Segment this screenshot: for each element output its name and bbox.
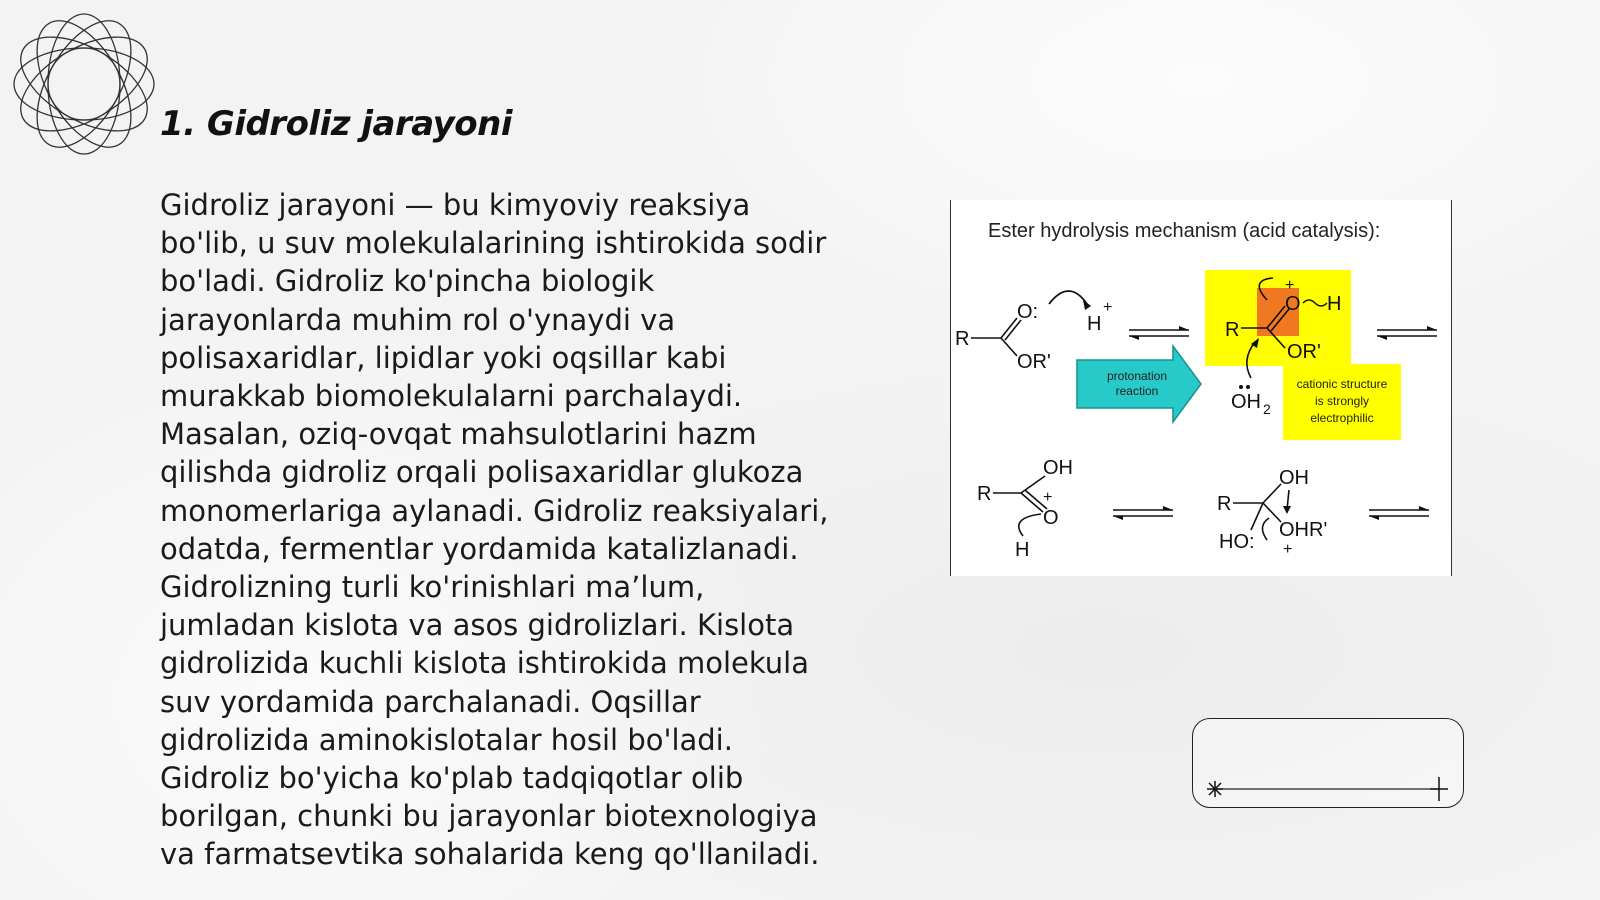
r3-label: R bbox=[977, 483, 992, 505]
arrow-text-line2: reaction bbox=[1115, 384, 1159, 398]
or1-label: OR' bbox=[1017, 351, 1051, 373]
o3-label: O bbox=[1043, 507, 1059, 529]
or2-label: OR' bbox=[1287, 341, 1321, 363]
oh4-label: OH bbox=[1279, 467, 1309, 489]
o2-label: O bbox=[1285, 293, 1301, 315]
decorative-rounded-box bbox=[1192, 718, 1464, 808]
ohr4-label: OHR' bbox=[1279, 519, 1328, 541]
oh3-label: OH bbox=[1043, 457, 1073, 479]
mechanism-diagram bbox=[951, 200, 1451, 576]
slide-title: 1. Gidroliz jarayoni bbox=[160, 104, 513, 144]
sparkle-icon bbox=[1207, 781, 1223, 797]
figure-title: Ester hydrolysis mechanism (acid catalysis): bbox=[988, 220, 1381, 242]
note-line1: cationic structure bbox=[1296, 377, 1388, 391]
h2-label: H bbox=[1327, 293, 1342, 315]
o3-plus: + bbox=[1043, 489, 1053, 506]
ester-hydrolysis-figure bbox=[950, 200, 1452, 576]
oh2-label: OH bbox=[1231, 391, 1261, 413]
note-line3: electrophilic bbox=[1310, 411, 1374, 425]
ho4-label: HO: bbox=[1219, 531, 1255, 553]
note-line2: is strongly bbox=[1314, 394, 1370, 408]
o2-plus: + bbox=[1285, 277, 1295, 294]
h1-plus: + bbox=[1103, 299, 1113, 316]
ohr4-plus: + bbox=[1283, 541, 1293, 558]
slide-body-text: Gidroliz jarayoni — bu kimyoviy reaksiya bo'lib, u suv molekulalarining ishtirokida sodir bo'ladi. Gidroliz ko'pincha biologik jarayonlarda muhim rol o'ynaydi va polisaxaridlar, lipidlar yoki oqsillar kabi murakkab biomolekulalarni parchalaydi. Masalan, oziq-ovqat mahsulotlarini hazm qilishda gidroliz orqali polisaxaridlar glukoza monomerlariga aylanadi. Gidroliz reaksiyalari, odatda, fermentlar yordamida katalizlanadi. Gidrolizning turli ko'rinishlari ma’lum, jumladan kislota va asos gidrolizlari. Kislota gidrolizida kuchli kislota ishtirokida molekula suv yordamida parchalanadi. Oqsillar gidrolizida aminokislotalar hosil bo'ladi. Gidroliz bo'yicha ko'plab tadqiqotlar olib borilgan, chunki bu jarayonlar biotexnologiya va farmatsevtika sohalarida keng qo'llaniladi. bbox=[160, 188, 829, 872]
circular-line-art-logo bbox=[12, 12, 156, 156]
r2-label: R bbox=[1225, 319, 1240, 341]
h3-label: H bbox=[1015, 539, 1030, 561]
o-colon-label: O: bbox=[1017, 301, 1039, 323]
r4-label: R bbox=[1217, 493, 1232, 515]
arrow-text-line1: protonation bbox=[1106, 369, 1168, 383]
h1-label: H bbox=[1087, 313, 1102, 335]
plus-icon bbox=[1430, 777, 1448, 801]
oh2-subscript: 2 bbox=[1263, 401, 1271, 417]
r1-label: R bbox=[955, 328, 970, 350]
